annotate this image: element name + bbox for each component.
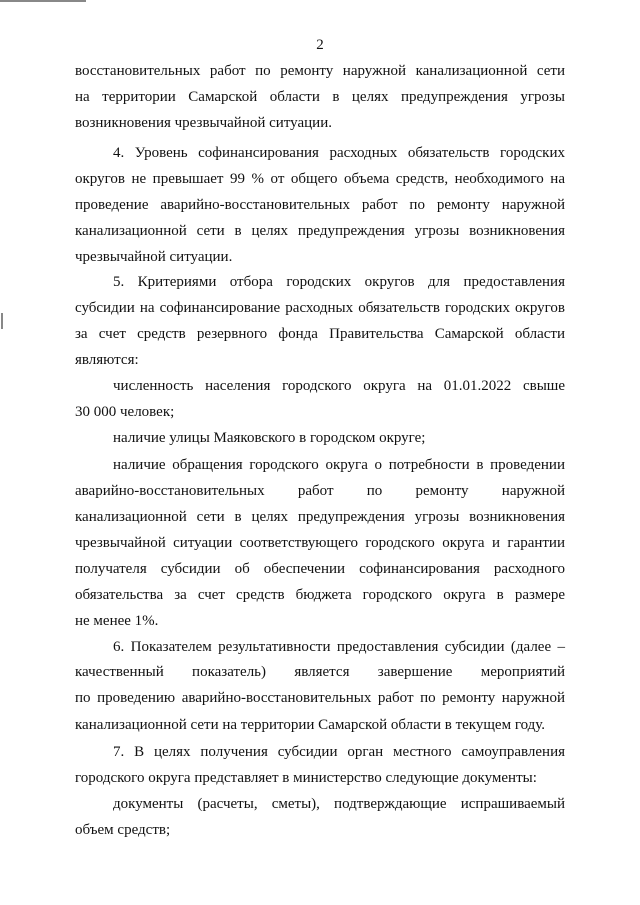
text-line-22: не менее 1%.	[75, 613, 159, 629]
text-line-7: канализационной сети в целях предупреждения угрозы возникновения	[75, 223, 565, 239]
text-line-1: восстановительных работ по ремонту наружной канализационной сети	[75, 63, 565, 79]
text-line-14: 30 000 человек;	[75, 404, 175, 420]
text-line-3: возникновения чрезвычайной ситуации.	[75, 115, 332, 131]
scan-corner-mark	[0, 0, 86, 2]
text-line-18: канализационной сети в целях предупреждения угрозы возникновения	[75, 509, 565, 525]
text-line-6: проведение аварийно-восстановительных работ по ремонту наружной	[75, 197, 565, 213]
text-line-8: чрезвычайной ситуации.	[75, 249, 233, 265]
text-line-27: 7. В целях получения субсидии орган местного самоуправления	[113, 744, 565, 760]
text-line-20: получателя субсидии об обеспечении софинансирования расходного	[75, 561, 565, 577]
text-line-23: 6. Показателем результативности предоставления субсидии (далее –	[113, 639, 565, 655]
text-line-19: чрезвычайной ситуации соответствующего городского округа и гарантии	[75, 535, 565, 551]
text-line-2: на территории Самарской области в целях предупреждения угрозы	[75, 89, 565, 105]
text-line-16: наличие обращения городского округа о потребности в проведении	[113, 457, 565, 473]
text-line-15: наличие улицы Маяковского в городском округе;	[113, 430, 426, 446]
text-line-5: округов не превышает 99 % от общего объема средств, необходимого на	[75, 171, 565, 187]
text-line-13: численность населения городского округа на 01.01.2022 свыше	[113, 378, 565, 394]
text-line-30: объем средств;	[75, 822, 171, 838]
text-line-26: канализационной сети на территории Самарской области в текущем году.	[75, 717, 546, 733]
text-line-4: 4. Уровень софинансирования расходных обязательств городских	[113, 145, 565, 161]
text-line-12: являются:	[75, 352, 139, 368]
text-line-17: аварийно-восстановительных работ по ремонту наружной	[75, 483, 565, 499]
text-line-21: обязательства за счет средств бюджета городского округа в размере	[75, 587, 565, 603]
text-line-25: по проведению аварийно-восстановительных работ по ремонту наружной	[75, 690, 565, 706]
scan-edge-mark	[1, 313, 3, 329]
text-line-29: документы (расчеты, сметы), подтверждающие испрашиваемый	[113, 796, 565, 812]
text-line-10: субсидии на софинансирование расходных обязательств городских округов	[75, 300, 565, 316]
page-number: 2	[316, 37, 324, 53]
text-line-9: 5. Критериями отбора городских округов для предоставления	[113, 274, 565, 290]
text-line-28: городского округа представляет в министерство следующие документы:	[75, 770, 537, 786]
text-line-11: за счет средств резервного фонда Правительства Самарской области	[75, 326, 565, 342]
text-line-24: качественный показатель) является завершение мероприятий	[75, 664, 565, 680]
